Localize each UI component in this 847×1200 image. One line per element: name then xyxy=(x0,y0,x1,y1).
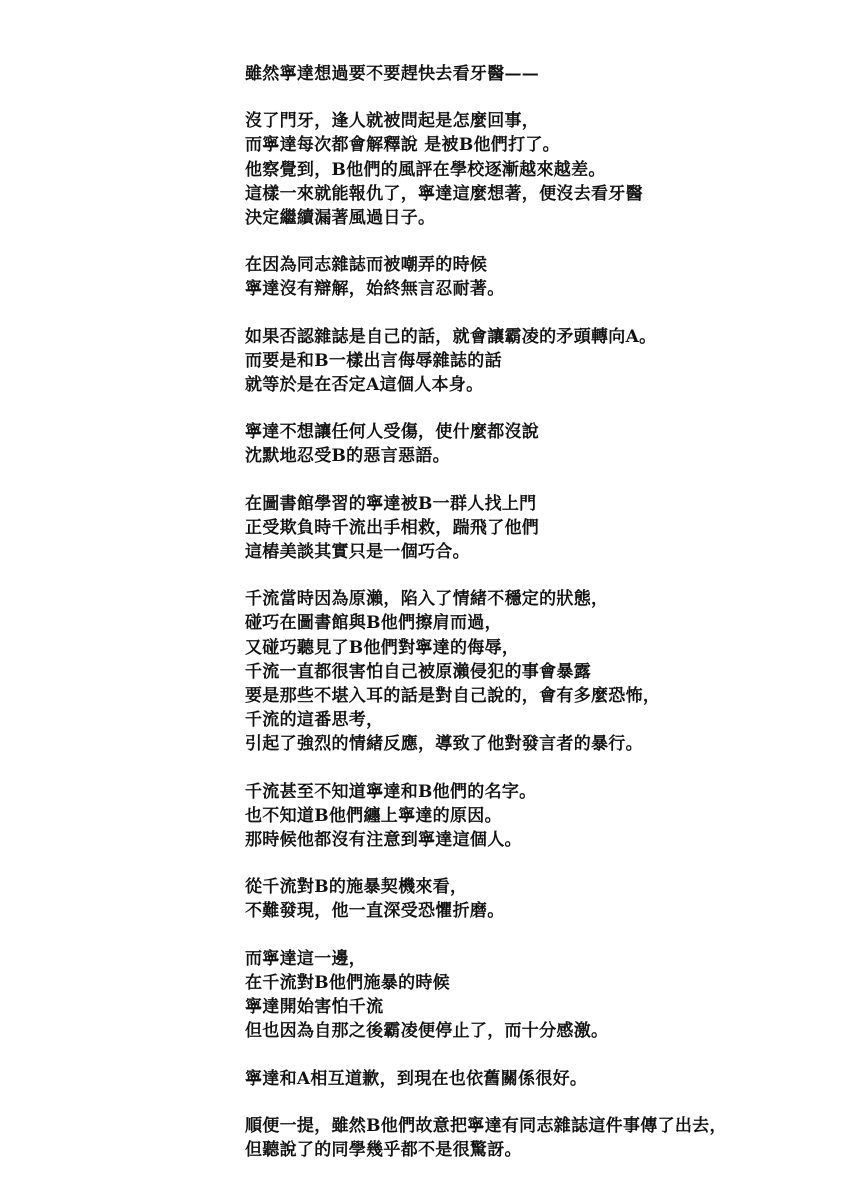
paragraph xyxy=(245,947,805,1044)
text-line: 要是那些不堪入耳的話是對自己說的，會有多麼恐怖， xyxy=(245,686,661,707)
text-line: 不難發現，他一直深受恐懼折磨。 xyxy=(245,901,505,922)
text-line: 但聽說了的同學幾乎都不是很驚訝。 xyxy=(245,1139,522,1160)
text-line: 正受欺負時千流出手相救，踹飛了他們 xyxy=(245,517,540,538)
text-line: 也不知道B他們纏上寧達的原因。 xyxy=(245,805,502,826)
text-line: 千流一直都很害怕自己被原瀨侵犯的事會暴露 xyxy=(245,661,591,682)
text-line: 千流的這番思考， xyxy=(245,710,384,731)
text-line: 而寧達這一邊， xyxy=(245,948,367,969)
text-line: 寧達不想讓任何人受傷，使什麼都沒說 xyxy=(245,422,540,443)
text-line: 碰巧在圖書館與B他們擦肩而過， xyxy=(245,613,502,634)
text-line: 而寧達每次都會解釋說 是被B他們打了。 xyxy=(245,135,560,156)
paragraph xyxy=(245,62,805,86)
text-line: 就等於是在否定A這個人本身。 xyxy=(245,375,484,396)
text-line: 引起了強烈的情緒反應，導致了他對發言者的暴行。 xyxy=(245,734,643,755)
text-line: 順便一提，雖然B他們故意把寧達有同志雜誌這件事傳了出去， xyxy=(245,1115,727,1136)
paragraph xyxy=(245,253,805,301)
text-line: 但也因為自那之後霸凌便停止了，而十分感激。 xyxy=(245,1021,609,1042)
paragraph xyxy=(245,875,805,923)
text-line: 如果否認雜誌是自己的話，就會讓霸凌的矛頭轉向A。 xyxy=(245,326,657,347)
paragraph xyxy=(245,492,805,565)
text-line: 那時候他都沒有注意到寧達這個人。 xyxy=(245,830,522,851)
text-line: 寧達開始害怕千流 xyxy=(245,997,384,1018)
text-line: 千流甚至不知道寧達和B他們的名字。 xyxy=(245,781,537,802)
text-line: 千流當時因為原瀨，陷入了情緒不穩定的狀態， xyxy=(245,589,609,610)
text-line: 寧達和A相互道歉，到現在也依舊關係很好。 xyxy=(245,1068,588,1089)
text-line: 這樁美談其實只是一個巧合。 xyxy=(245,542,470,563)
story-text xyxy=(245,62,805,1185)
text-line: 沈默地忍受B的惡言惡語。 xyxy=(245,446,450,467)
text-line: 決定繼續漏著風過日子。 xyxy=(245,208,436,229)
paragraph xyxy=(245,1067,805,1091)
text-line: 在圖書館學習的寧達被B一群人找上門 xyxy=(245,493,537,514)
paragraph xyxy=(245,587,805,756)
paragraph xyxy=(245,420,805,468)
paragraph xyxy=(245,325,805,398)
text-line: 從千流對B的施暴契機來看， xyxy=(245,877,468,898)
text-line: 又碰巧聽見了B他們對寧達的侮辱， xyxy=(245,637,520,658)
text-line: 而要是和B一樣出言侮辱雜誌的話 xyxy=(245,350,502,371)
text-line: 他察覺到，B他們的風評在學校逐漸越來越差。 xyxy=(245,159,606,180)
text-line: 在因為同志雜誌而被嘲弄的時候 xyxy=(245,255,488,276)
text-line: 雖然寧達想過要不要趕快去看牙醫—— xyxy=(245,64,540,84)
text-line: 在千流對B他們施暴的時候 xyxy=(245,972,450,993)
paragraph xyxy=(245,109,805,230)
paragraph xyxy=(245,780,805,853)
paragraph xyxy=(245,1114,805,1162)
text-line: 沒了門牙，逢人就被問起是怎麼回事， xyxy=(245,111,540,132)
text-line: 寧達沒有辯解，始終無言忍耐著。 xyxy=(245,279,505,300)
text-line: 這樣一來就能報仇了，寧達這麼想著，便沒去看牙醫 xyxy=(245,183,643,204)
